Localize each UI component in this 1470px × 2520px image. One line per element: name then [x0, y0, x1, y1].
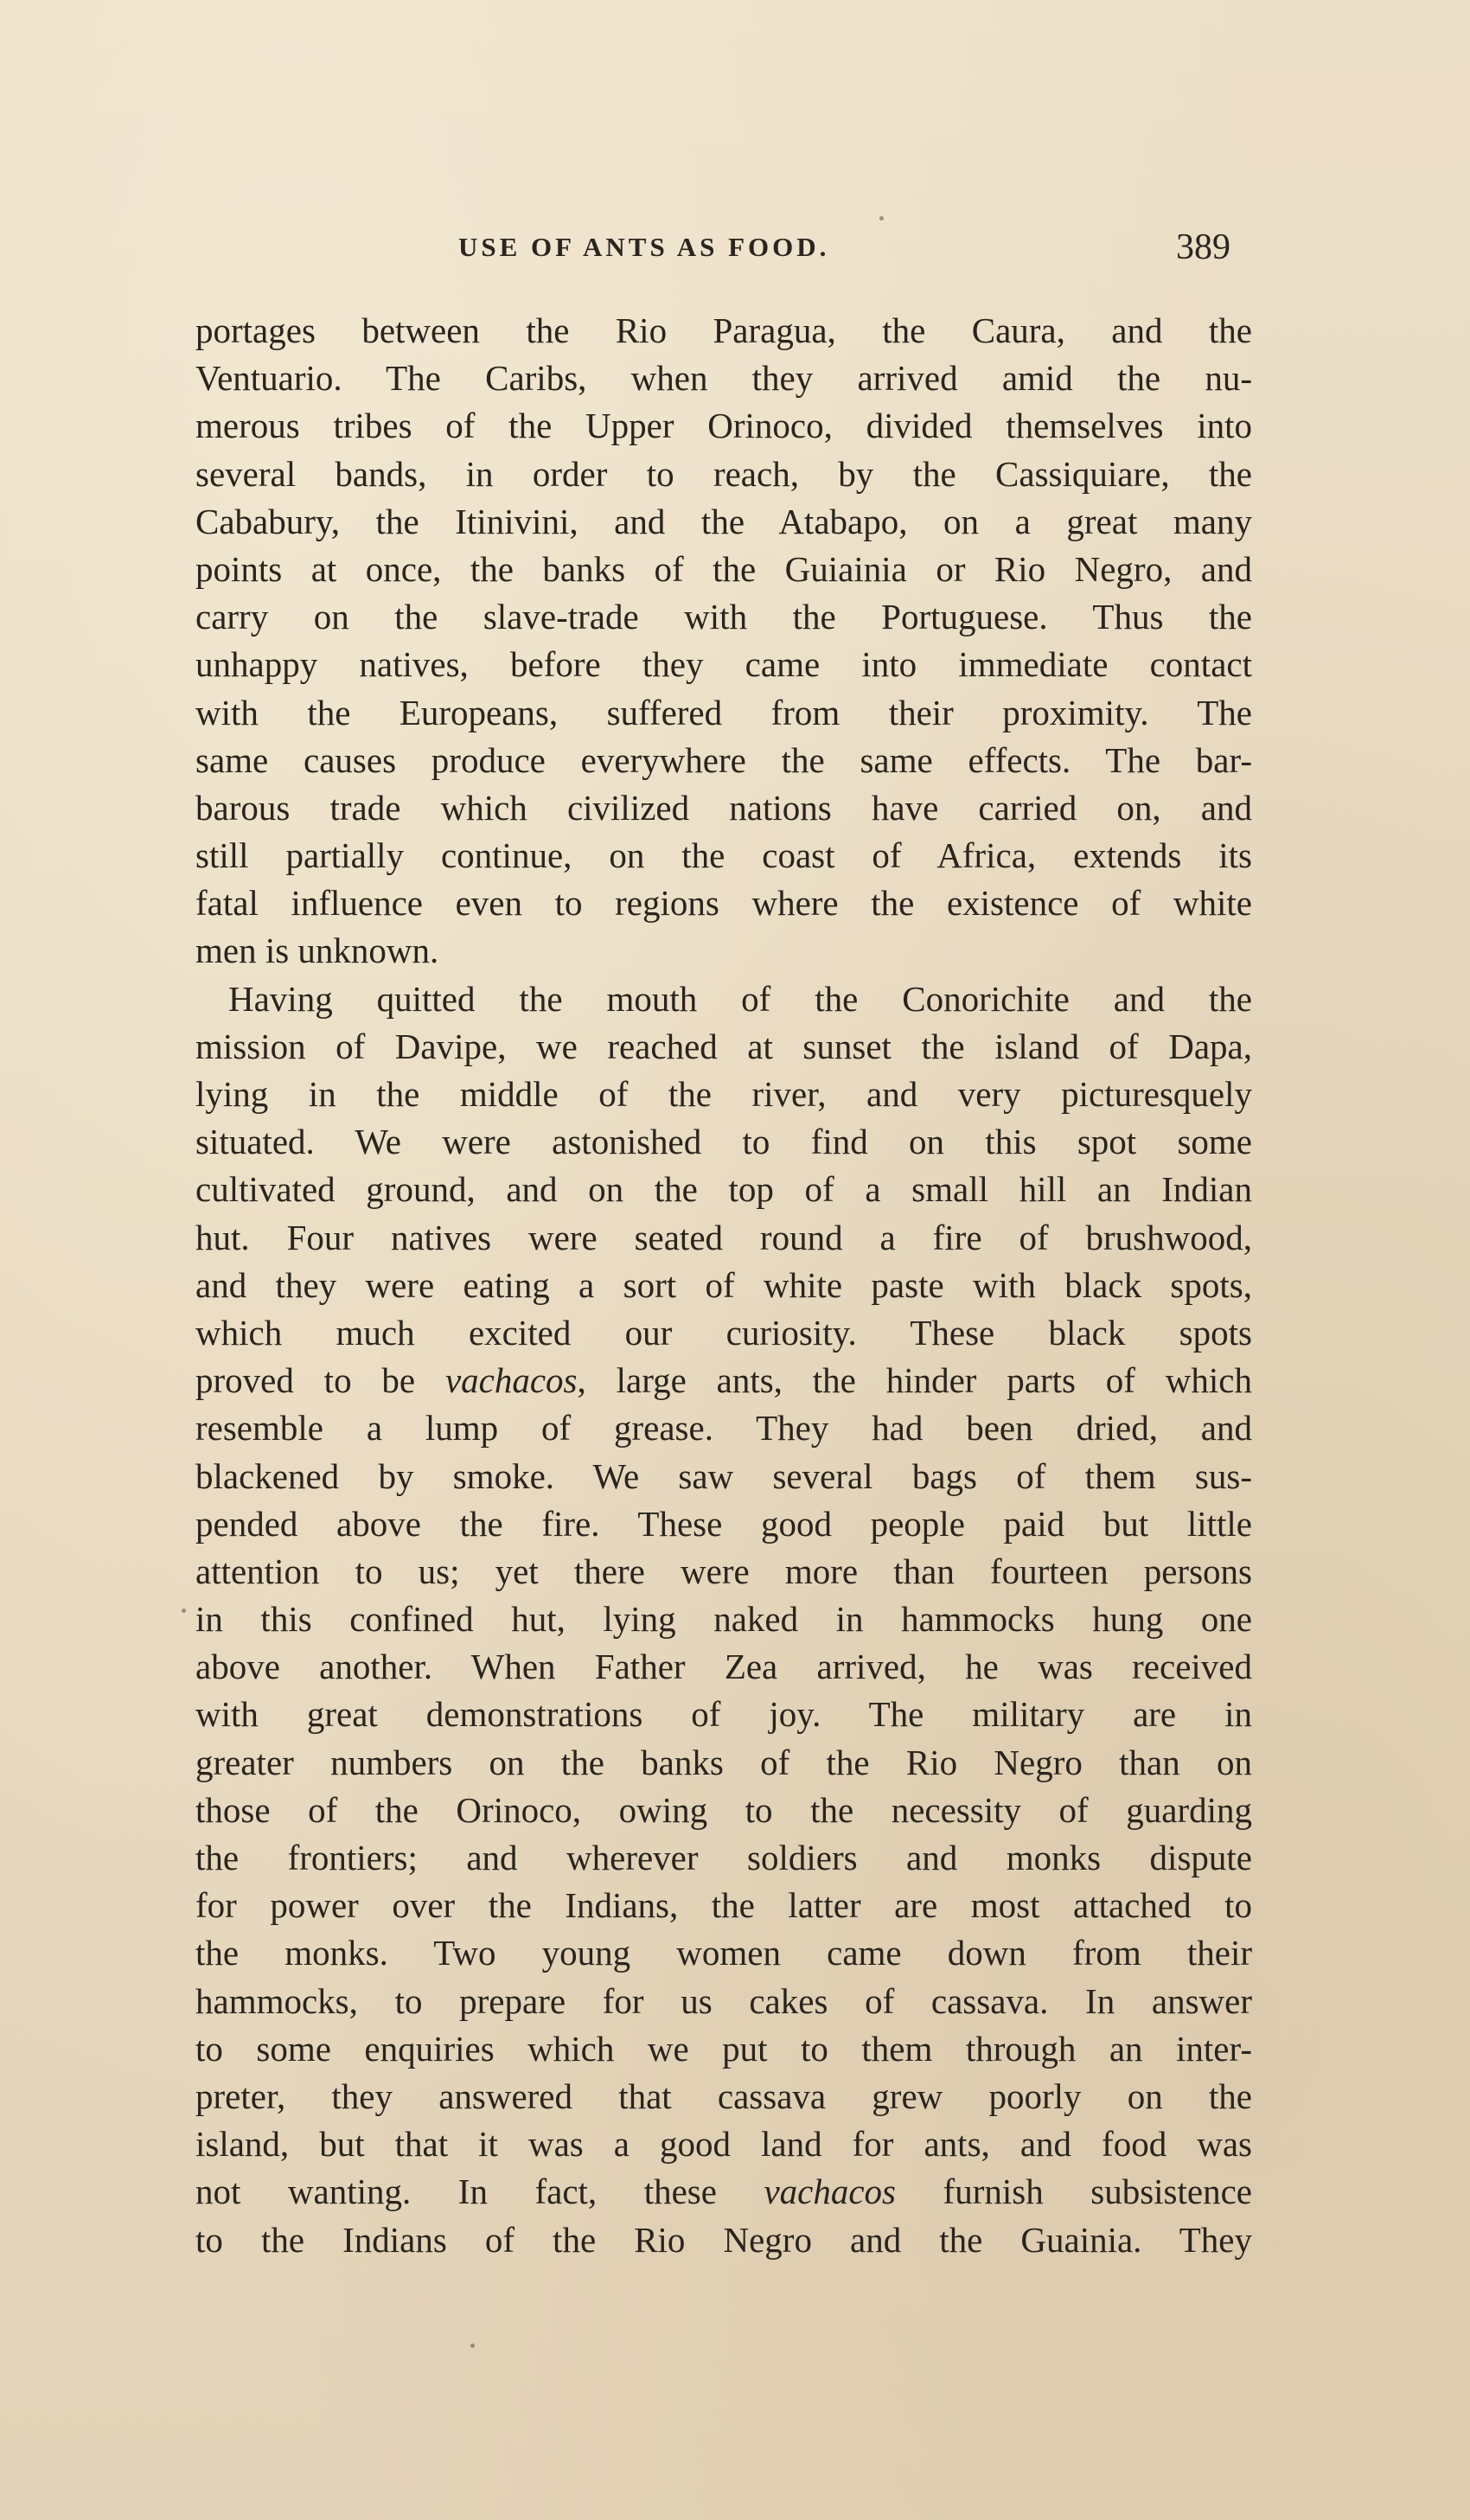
text-line-37: to some enquiries which we put to them through an inter- — [195, 2028, 1252, 2069]
text-line-34: for power over the Indians, the latter are most attached to — [195, 1885, 1252, 1926]
text-line-8: unhappy natives, before they came into immediate contact — [195, 644, 1252, 685]
page-number: 389 — [1176, 227, 1230, 267]
text-line-35: the monks. Two young women came down from their — [195, 1933, 1252, 1973]
text-line-6: points at once, the banks of the Guiainia or Rio Negro, and — [195, 548, 1252, 589]
text-line-38: preter, they answered that cassava grew poorly on the — [195, 2075, 1252, 2116]
text-line-23 — [195, 1357, 1252, 1404]
text-line-13: fatal influence even to regions where the existence of white — [195, 883, 1252, 924]
text-line-7: carry on the slave-trade with the Portuguese. Thus the — [195, 597, 1252, 637]
text-line-19: cultivated ground, and on the top of a small hill an Indian — [195, 1169, 1252, 1210]
text-line-11: barous trade which civilized nations have carried on, and — [195, 787, 1252, 828]
text-line-3: merous tribes of the Upper Orinoco, divided themselves into — [195, 406, 1252, 446]
text-line-12: still partially continue, on the coast of Africa, extends its — [195, 835, 1252, 876]
text-line-2: Ventuario. The Caribs, when they arrived amid the nu- — [195, 358, 1252, 399]
text-line-25: blackened by smoke. We saw several bags of them sus- — [195, 1455, 1252, 1496]
text-line-30: with great demonstrations of joy. The military are in — [195, 1694, 1252, 1735]
text-line-17: lying in the middle of the river, and very picturesquely — [195, 1074, 1252, 1114]
text-line-20: hut. Four natives were seated round a fire of brushwood, — [195, 1217, 1252, 1257]
text-line-16: mission of Davipe, we reached at sunset the island of Dapa, — [195, 1026, 1252, 1066]
paper-speck — [879, 216, 884, 221]
text-line-9: with the Europeans, suffered from their proximity. The — [195, 692, 1252, 732]
text-line-15: Having quitted the mouth of the Conorichite and the — [228, 978, 1252, 1019]
paper-speck — [470, 2344, 475, 2348]
paper-speck — [182, 1609, 186, 1613]
text-line-1: portages between the Rio Paragua, the Caura, and the — [195, 310, 1252, 350]
text-line-40 — [195, 2168, 1252, 2216]
text-line-22: which much excited our curiosity. These black spots — [195, 1312, 1252, 1353]
text-line-40-part-b: furnish subsistence — [896, 2171, 1252, 2212]
running-title: USE OF ANTS AS FOOD. — [458, 232, 830, 262]
text-line-24: resemble a lump of grease. They had been dried, and — [195, 1408, 1252, 1449]
text-line-41: to the Indians of the Rio Negro and the Guainia. They — [195, 2219, 1252, 2260]
body-text — [195, 307, 1252, 2264]
text-line-5: Cababury, the Itinivini, and the Atabapo, on a great many — [195, 501, 1252, 541]
text-line-21: and they were eating a sort of white paste with black spots, — [195, 1264, 1252, 1305]
text-line-27: attention to us; yet there were more than fourteen persons — [195, 1551, 1252, 1591]
text-line-18: situated. We were astonished to find on this spot some — [195, 1122, 1252, 1162]
text-line-39: island, but that it was a good land for ants, and food was — [195, 2124, 1252, 2165]
vachacos-term-2: vachacos — [764, 2171, 897, 2212]
text-line-14: men is unknown. — [195, 931, 439, 971]
text-line-10: same causes produce everywhere the same effects. The bar- — [195, 739, 1252, 780]
text-line-33: the frontiers; and wherever soldiers and monks dispute — [195, 1838, 1252, 1877]
running-head — [458, 227, 1323, 278]
text-line-4: several bands, in order to reach, by the Cassiquiare, the — [195, 453, 1252, 494]
text-line-36: hammocks, to prepare for us cakes of cassava. In answer — [195, 1980, 1252, 2021]
vachacos-term-1: vachacos — [444, 1360, 578, 1401]
text-line-23-part-b: , large ants, the hinder parts of which — [577, 1360, 1252, 1401]
text-line-32: those of the Orinoco, owing to the necessity of guarding — [195, 1789, 1252, 1830]
text-line-26: pended above the fire. These good people paid but little — [195, 1503, 1252, 1544]
text-line-23-part-a: proved to be — [195, 1360, 445, 1401]
text-line-28: in this confined hut, lying naked in hammocks hung one — [195, 1599, 1252, 1640]
text-line-29: above another. When Father Zea arrived, he was received — [195, 1647, 1252, 1687]
text-line-40-part-a: not wanting. In fact, these — [195, 2171, 764, 2212]
text-line-31: greater numbers on the banks of the Rio Negro than on — [195, 1742, 1252, 1782]
